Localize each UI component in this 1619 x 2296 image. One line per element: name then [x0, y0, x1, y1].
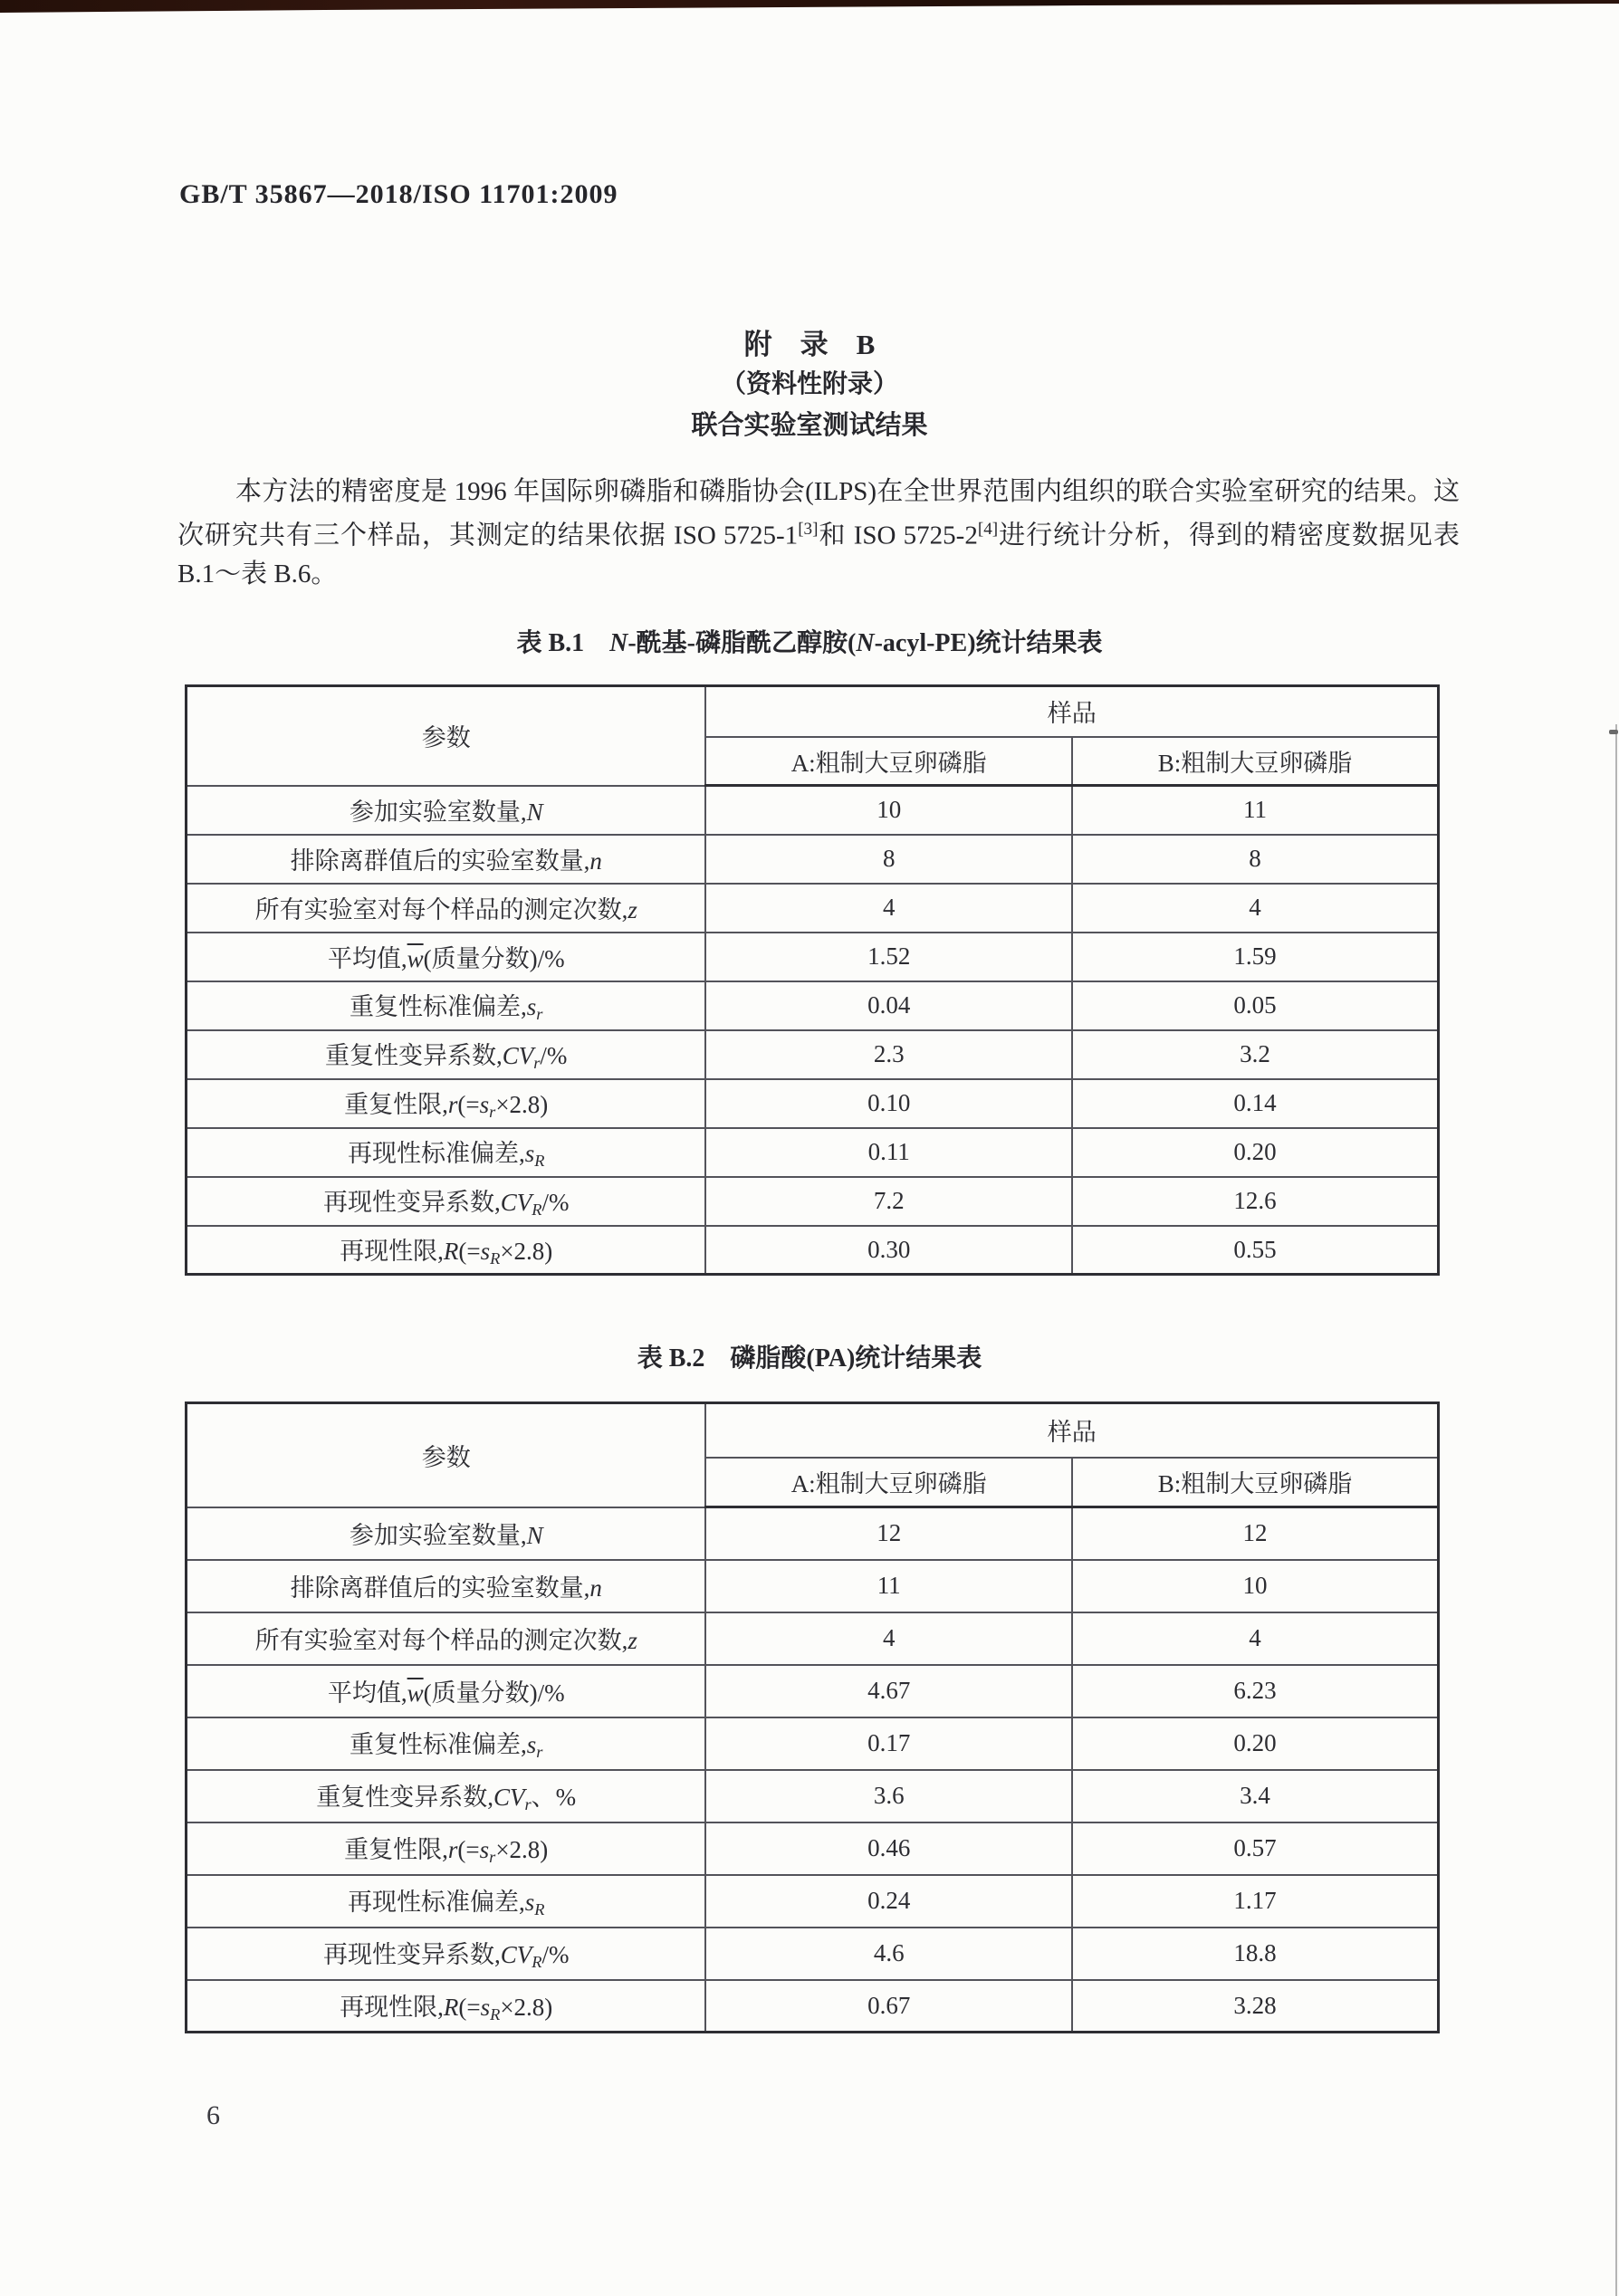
- value-b: 4: [1072, 1612, 1439, 1665]
- param-label: 参加实验室数量,N: [187, 786, 706, 835]
- table-row: [187, 933, 1439, 981]
- page-edge-line: [1615, 724, 1617, 2296]
- value-a: 12: [705, 1507, 1072, 1560]
- value-b: 0.05: [1072, 981, 1439, 1030]
- param-label: 再现性变异系数,CVR/%: [187, 1177, 706, 1226]
- value-b: 8: [1072, 835, 1439, 884]
- sample-header: 样品: [705, 1403, 1438, 1458]
- table-row: [187, 1822, 1439, 1875]
- value-b: 1.17: [1072, 1875, 1439, 1928]
- value-b: 3.2: [1072, 1030, 1439, 1079]
- table-row: [187, 1507, 1439, 1560]
- table-b2-caption: 表 B.2 磷脂酸(PA)统计结果表: [637, 1344, 982, 1373]
- scan-top-edge-artifact: [0, 0, 1619, 14]
- param-label: 再现性标准偏差,sR: [187, 1875, 706, 1928]
- value-a: 2.3: [705, 1030, 1072, 1079]
- sample-a-header: A:粗制大豆卵磷脂: [705, 1458, 1072, 1507]
- table-row: [187, 1177, 1439, 1226]
- value-a: 0.67: [705, 1980, 1072, 2033]
- sample-header: 样品: [705, 686, 1438, 737]
- param-label: 重复性变异系数,CVr/%: [187, 1030, 706, 1079]
- value-a: 0.17: [705, 1717, 1072, 1770]
- value-b: 0.57: [1072, 1822, 1439, 1875]
- appendix-title: 附 录 B: [743, 329, 876, 360]
- param-header: 参数: [187, 1403, 706, 1507]
- value-a: 3.6: [705, 1770, 1072, 1822]
- value-a: 4: [705, 1612, 1072, 1665]
- value-a: 0.11: [705, 1128, 1072, 1177]
- stats-table-b2: [185, 1402, 1440, 2033]
- appendix-heading: 联合实验室测试结果: [691, 411, 928, 440]
- value-b: 0.20: [1072, 1717, 1439, 1770]
- value-b: 12.6: [1072, 1177, 1439, 1226]
- param-label: 再现性限,R(=sR×2.8): [187, 1980, 706, 2033]
- table-row: [187, 1980, 1439, 2033]
- value-a: 0.30: [705, 1226, 1072, 1275]
- intro-paragraph: 本方法的精密度是 1996 年国际卵磷脂和磷脂协会(ILPS)在全世界范围内组织的联合实验室研究的结果。这次研究共有三个样品，其测定的结果依据 ISO 5725-1[3]和 ISO 5725-2[4]进行统计分析，得到的精密度数据见表 B.1～表 B.6。: [177, 477, 1460, 588]
- value-a: 0.04: [705, 981, 1072, 1030]
- value-a: 0.24: [705, 1875, 1072, 1928]
- table-row: [187, 786, 1439, 835]
- value-b: 10: [1072, 1560, 1439, 1612]
- table-row: [187, 1030, 1439, 1079]
- table-row: [187, 1612, 1439, 1665]
- value-a: 11: [705, 1560, 1072, 1612]
- table-row: [187, 1875, 1439, 1928]
- value-a: 0.46: [705, 1822, 1072, 1875]
- table-row: [187, 1226, 1439, 1275]
- value-a: 4.6: [705, 1928, 1072, 1980]
- sample-a-header: A:粗制大豆卵磷脂: [705, 737, 1072, 786]
- param-label: 所有实验室对每个样品的测定次数,z: [187, 1612, 706, 1665]
- table-row: [187, 1128, 1439, 1177]
- table-header-row: [187, 686, 1439, 737]
- value-b: 4: [1072, 884, 1439, 933]
- value-b: 6.23: [1072, 1665, 1439, 1717]
- param-label: 平均值$,\overline{w}$(质量分数)/%: [187, 933, 706, 981]
- appendix-subtitle: （资料性附录）: [720, 370, 898, 398]
- table-row: [187, 1665, 1439, 1717]
- value-a: 4: [705, 884, 1072, 933]
- value-b: 3.28: [1072, 1980, 1439, 2033]
- value-b: 0.14: [1072, 1079, 1439, 1128]
- sample-b-header: B:粗制大豆卵磷脂: [1072, 737, 1439, 786]
- table-row: [187, 835, 1439, 884]
- value-a: 0.10: [705, 1079, 1072, 1128]
- param-label: 重复性限,r(=sr×2.8): [187, 1079, 706, 1128]
- value-a: 4.67: [705, 1665, 1072, 1717]
- table-row: [187, 1560, 1439, 1612]
- param-label: 重复性变异系数,CVr、%: [187, 1770, 706, 1822]
- value-b: 18.8: [1072, 1928, 1439, 1980]
- page-number: 6: [206, 2100, 220, 2130]
- value-b: 0.55: [1072, 1226, 1439, 1275]
- param-label: 重复性标准偏差,sr: [187, 981, 706, 1030]
- table-b1-caption: 表 B.1 N-酰基-磷脂酰乙醇胺(N-acyl-PE)统计结果表: [516, 629, 1103, 657]
- table-row: [187, 1770, 1439, 1822]
- param-label: 再现性限,R(=sR×2.8): [187, 1226, 706, 1275]
- param-header: 参数: [187, 686, 706, 786]
- table-row: [187, 1079, 1439, 1128]
- param-label: 重复性限,r(=sr×2.8): [187, 1822, 706, 1875]
- standard-number-header: GB/T 35867—2018/ISO 11701:2009: [179, 179, 618, 209]
- stats-table-b1: [185, 684, 1440, 1276]
- table-row: [187, 981, 1439, 1030]
- param-label: 所有实验室对每个样品的测定次数,z: [187, 884, 706, 933]
- table-row: [187, 1717, 1439, 1770]
- table-row: [187, 884, 1439, 933]
- value-b: 1.59: [1072, 933, 1439, 981]
- sample-b-header: B:粗制大豆卵磷脂: [1072, 1458, 1439, 1507]
- param-label: 参加实验室数量,N: [187, 1507, 706, 1560]
- param-label: 排除离群值后的实验室数量,n: [187, 1560, 706, 1612]
- param-label: 重复性标准偏差,sr: [187, 1717, 706, 1770]
- value-a: 7.2: [705, 1177, 1072, 1226]
- value-b: 12: [1072, 1507, 1439, 1560]
- param-label: 再现性标准偏差,sR: [187, 1128, 706, 1177]
- table-row: [187, 1928, 1439, 1980]
- value-b: 3.4: [1072, 1770, 1439, 1822]
- page-edge-notch: [1609, 730, 1618, 734]
- param-label: 排除离群值后的实验室数量,n: [187, 835, 706, 884]
- value-a: 10: [705, 786, 1072, 835]
- table-header-row: [187, 1403, 1439, 1458]
- value-b: 11: [1072, 786, 1439, 835]
- param-label: 再现性变异系数,CVR/%: [187, 1928, 706, 1980]
- value-b: 0.20: [1072, 1128, 1439, 1177]
- param-label: 平均值$,\overline{w}$(质量分数)/%: [187, 1665, 706, 1717]
- value-a: 1.52: [705, 933, 1072, 981]
- value-a: 8: [705, 835, 1072, 884]
